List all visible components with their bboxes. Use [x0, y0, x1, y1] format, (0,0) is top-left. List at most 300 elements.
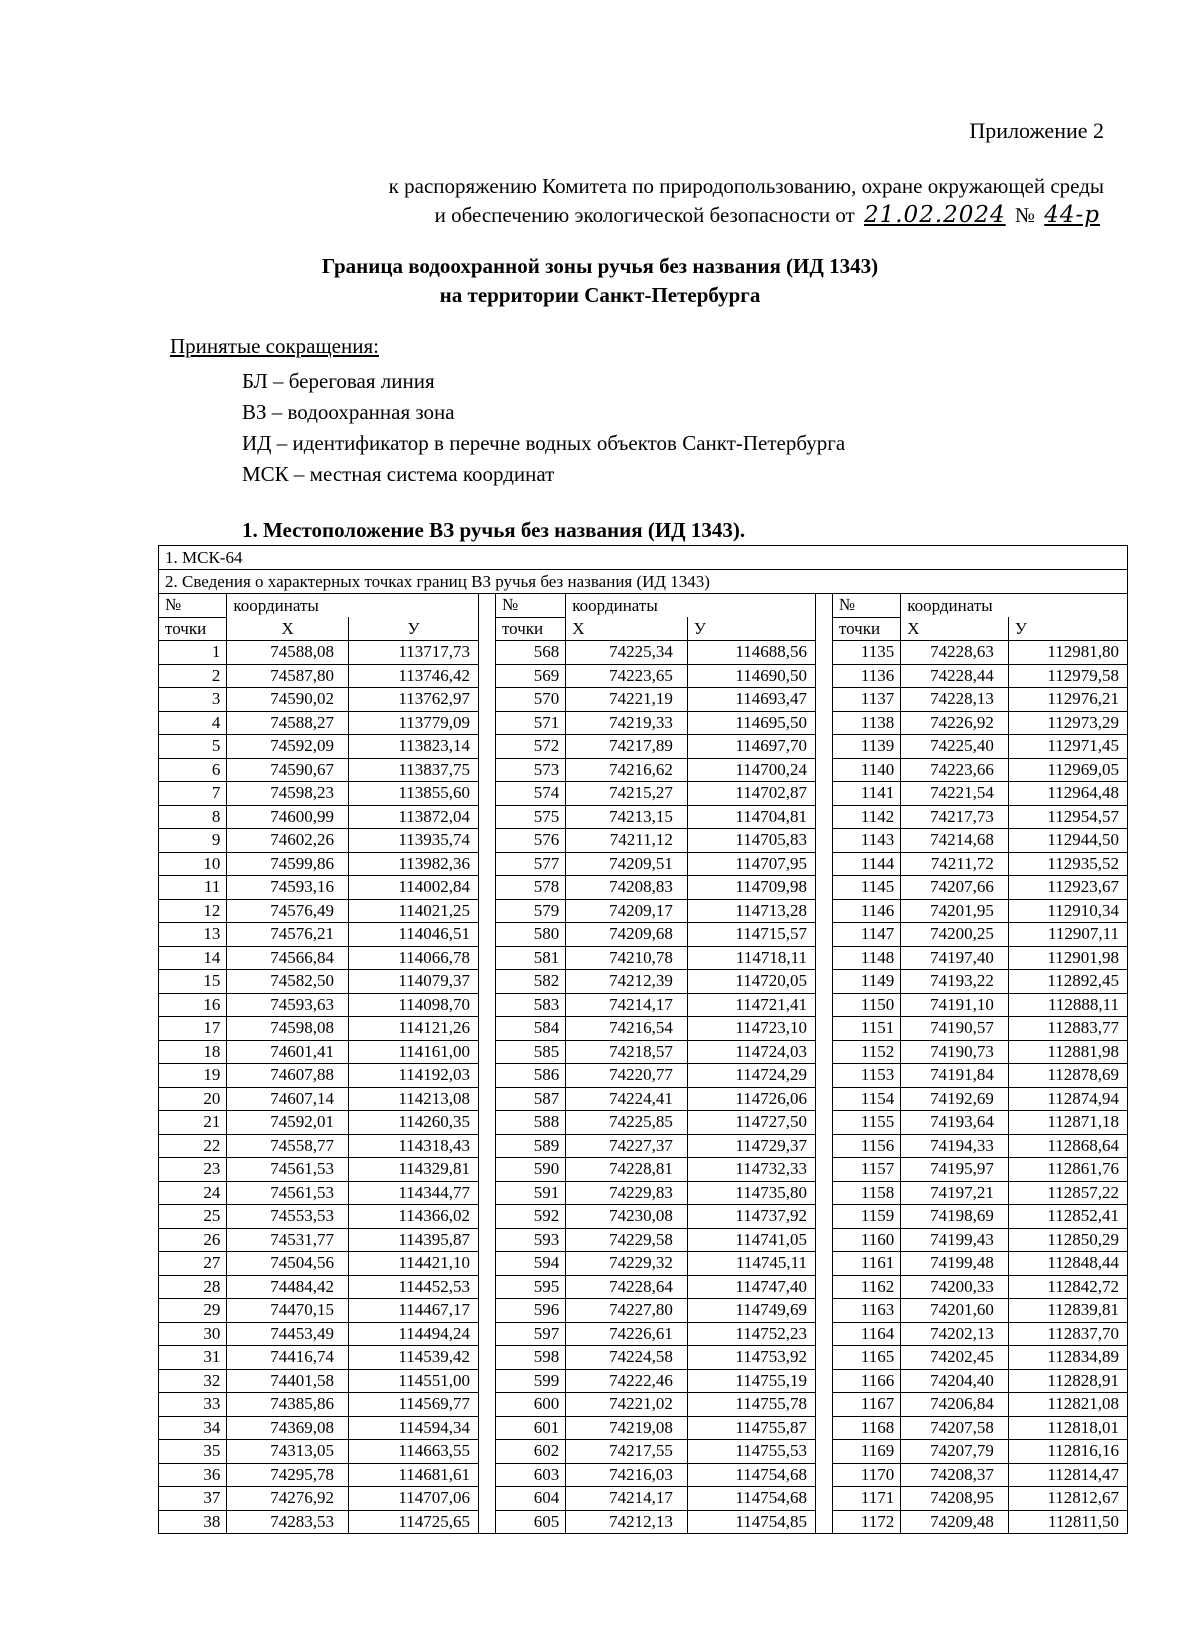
x-coordinate: 74593,63: [227, 993, 349, 1017]
table-row: [159, 899, 478, 923]
point-number: 1156: [833, 1134, 901, 1158]
x-coordinate: 74191,10: [901, 993, 1009, 1017]
section-title: 1. Местоположение ВЗ ручья без названия (ИД 1343).: [242, 518, 746, 542]
point-number: 591: [496, 1181, 566, 1205]
head-x: Х: [227, 617, 349, 641]
table-row: [496, 1440, 815, 1464]
x-coordinate: 74200,33: [901, 1275, 1009, 1299]
x-coordinate: 74598,23: [227, 782, 349, 806]
y-coordinate: 112818,01: [1008, 1416, 1127, 1440]
y-coordinate: 114752,23: [687, 1322, 815, 1346]
y-coordinate: 114715,57: [687, 923, 815, 947]
x-coordinate: 74470,15: [227, 1299, 349, 1323]
point-number: 1151: [833, 1017, 901, 1041]
title-line-2: на территории Санкт-Петербурга: [439, 283, 761, 307]
point-number: 1158: [833, 1181, 901, 1205]
abbreviation-item: МСК – местная система координат: [242, 462, 555, 486]
x-coordinate: 74588,08: [227, 641, 349, 665]
y-coordinate: 114723,10: [687, 1017, 815, 1041]
table-row: [496, 1087, 815, 1111]
point-number: 8: [159, 805, 227, 829]
x-coordinate: 74193,64: [901, 1111, 1009, 1135]
point-number: 1171: [833, 1487, 901, 1511]
table-row: [159, 1064, 478, 1088]
x-coordinate: 74190,57: [901, 1017, 1009, 1041]
table-row: [496, 1322, 815, 1346]
table-row: [496, 1064, 815, 1088]
table-row: [833, 852, 1127, 876]
table-row: [833, 946, 1127, 970]
x-coordinate: 74553,53: [227, 1205, 349, 1229]
point-number: 1160: [833, 1228, 901, 1252]
table-row: [496, 1040, 815, 1064]
y-coordinate: 112901,98: [1008, 946, 1127, 970]
x-coordinate: 74504,56: [227, 1252, 349, 1276]
x-coordinate: 74211,72: [901, 852, 1009, 876]
point-number: 592: [496, 1205, 566, 1229]
point-number: 1141: [833, 782, 901, 806]
x-coordinate: 74199,48: [901, 1252, 1009, 1276]
x-coordinate: 74200,25: [901, 923, 1009, 947]
x-coordinate: 74230,08: [566, 1205, 688, 1229]
x-coordinate: 74214,17: [566, 1487, 688, 1511]
y-coordinate: 112976,21: [1008, 688, 1127, 712]
x-coordinate: 74199,43: [901, 1228, 1009, 1252]
y-coordinate: 112857,22: [1008, 1181, 1127, 1205]
table-row: [833, 805, 1127, 829]
x-coordinate: 74225,40: [901, 735, 1009, 759]
point-number: 1154: [833, 1087, 901, 1111]
table-row: [833, 876, 1127, 900]
table-row: [496, 1205, 815, 1229]
table-row: [833, 1158, 1127, 1182]
y-coordinate: 112816,16: [1008, 1440, 1127, 1464]
y-coordinate: 114741,05: [687, 1228, 815, 1252]
order-line-2-text: и обеспечению экологической безопасности от: [434, 203, 855, 227]
table-row: [159, 1440, 478, 1464]
x-coordinate: 74221,02: [566, 1393, 688, 1417]
y-coordinate: 114192,03: [348, 1064, 478, 1088]
point-number: 1138: [833, 711, 901, 735]
point-number: 1140: [833, 758, 901, 782]
y-coordinate: 114046,51: [348, 923, 478, 947]
x-coordinate: 74592,09: [227, 735, 349, 759]
point-number: 573: [496, 758, 566, 782]
table-row: [833, 711, 1127, 735]
x-coordinate: 74211,12: [566, 829, 688, 853]
y-coordinate: 114681,61: [348, 1463, 478, 1487]
table-row: [159, 993, 478, 1017]
y-coordinate: 112821,08: [1008, 1393, 1127, 1417]
y-coordinate: 114002,84: [348, 876, 478, 900]
y-coordinate: 112971,45: [1008, 735, 1127, 759]
x-coordinate: 74204,40: [901, 1369, 1009, 1393]
y-coordinate: 114690,50: [687, 664, 815, 688]
table-row: [833, 970, 1127, 994]
table-row: [496, 1134, 815, 1158]
point-number: 574: [496, 782, 566, 806]
table-row: [496, 664, 815, 688]
y-coordinate: 114467,17: [348, 1299, 478, 1323]
point-number: 579: [496, 899, 566, 923]
point-number: 1166: [833, 1369, 901, 1393]
table-row: [496, 1299, 815, 1323]
table-row: [496, 1228, 815, 1252]
y-coordinate: 113717,73: [348, 641, 478, 665]
y-coordinate: 112907,11: [1008, 923, 1127, 947]
x-coordinate: 74217,89: [566, 735, 688, 759]
point-number: 1135: [833, 641, 901, 665]
x-coordinate: 74220,77: [566, 1064, 688, 1088]
y-coordinate: 114098,70: [348, 993, 478, 1017]
table-row: [159, 1205, 478, 1229]
y-coordinate: 112979,58: [1008, 664, 1127, 688]
x-coordinate: 74197,40: [901, 946, 1009, 970]
x-coordinate: 74225,34: [566, 641, 688, 665]
y-coordinate: 114721,41: [687, 993, 815, 1017]
y-coordinate: 114395,87: [348, 1228, 478, 1252]
table-row: [159, 758, 478, 782]
table-row: [833, 1064, 1127, 1088]
order-number-label: №: [1014, 203, 1035, 227]
head-coords: координаты: [572, 595, 658, 615]
point-number: 601: [496, 1416, 566, 1440]
point-number: 1163: [833, 1299, 901, 1323]
point-number: 1169: [833, 1440, 901, 1464]
y-coordinate: 114421,10: [348, 1252, 478, 1276]
point-number: 1144: [833, 852, 901, 876]
table-row: [159, 923, 478, 947]
table-row: [159, 1111, 478, 1135]
y-coordinate: 114161,00: [348, 1040, 478, 1064]
table-row: [833, 1275, 1127, 1299]
x-coordinate: 74228,13: [901, 688, 1009, 712]
y-coordinate: 112811,50: [1047, 1511, 1119, 1531]
y-coordinate: 114747,40: [687, 1275, 815, 1299]
y-coordinate: 112910,34: [1008, 899, 1127, 923]
point-number: 584: [496, 1017, 566, 1041]
x-coordinate: 74207,79: [901, 1440, 1009, 1464]
point-number: 29: [159, 1299, 227, 1323]
table-row: [833, 641, 1127, 665]
y-coordinate: 114213,08: [348, 1087, 478, 1111]
y-coordinate: 114707,95: [687, 852, 815, 876]
x-coordinate: 74385,86: [227, 1393, 349, 1417]
x-coordinate: 74209,51: [566, 852, 688, 876]
y-coordinate: 112964,48: [1008, 782, 1127, 806]
y-coordinate: 112969,05: [1008, 758, 1127, 782]
point-number: 1146: [833, 899, 901, 923]
x-coordinate: 74228,44: [901, 664, 1009, 688]
x-coordinate: 74223,66: [901, 758, 1009, 782]
x-coordinate: 74566,84: [227, 946, 349, 970]
table-row: [496, 993, 815, 1017]
table-row: [496, 1369, 815, 1393]
abbreviation-item: ВЗ – водоохранная зона: [242, 400, 455, 424]
y-coordinate: 113855,60: [348, 782, 478, 806]
x-coordinate: 74601,41: [227, 1040, 349, 1064]
y-coordinate: 114539,42: [348, 1346, 478, 1370]
x-coordinate: 74295,78: [227, 1463, 349, 1487]
point-number: 595: [496, 1275, 566, 1299]
column-gap: [478, 594, 496, 1533]
table-system-row: 1. МСК-64: [159, 546, 1127, 570]
y-coordinate: 114066,78: [348, 946, 478, 970]
point-number: 1161: [833, 1252, 901, 1276]
point-number: 35: [159, 1440, 227, 1464]
x-coordinate: 74531,77: [227, 1228, 349, 1252]
y-coordinate: 114755,19: [687, 1369, 815, 1393]
point-number: 1170: [833, 1463, 901, 1487]
point-number: 580: [496, 923, 566, 947]
x-coordinate: 74191,84: [901, 1064, 1009, 1088]
x-coordinate: 74229,58: [566, 1228, 688, 1252]
table-row: [159, 1463, 478, 1487]
x-coordinate: 74600,99: [227, 805, 349, 829]
table-row: [159, 641, 478, 665]
table-row: [833, 1369, 1127, 1393]
x-coordinate: 74576,21: [227, 923, 349, 947]
x-coordinate: 74202,13: [901, 1322, 1009, 1346]
table-row: [496, 641, 815, 665]
y-coordinate: 114318,43: [348, 1134, 478, 1158]
table-row: [833, 1346, 1127, 1370]
y-coordinate: 114753,92: [687, 1346, 815, 1370]
y-coordinate: 114329,81: [348, 1158, 478, 1182]
x-coordinate: 74195,97: [901, 1158, 1009, 1182]
x-coordinate: 74587,80: [227, 664, 349, 688]
x-coordinate: 74223,65: [566, 664, 688, 688]
x-coordinate: 74192,69: [901, 1087, 1009, 1111]
table-row: [496, 805, 815, 829]
x-coordinate: 74193,22: [901, 970, 1009, 994]
table-row: [159, 1040, 478, 1064]
table-row: [496, 1393, 815, 1417]
y-coordinate: 113837,75: [348, 758, 478, 782]
y-coordinate: 114755,78: [687, 1393, 815, 1417]
table-row: [159, 1299, 478, 1323]
y-coordinate: 112839,81: [1008, 1299, 1127, 1323]
y-coordinate: 114724,29: [687, 1064, 815, 1088]
point-number: 1162: [833, 1275, 901, 1299]
y-coordinate: 112814,47: [1008, 1463, 1127, 1487]
y-coordinate: 112868,64: [1008, 1134, 1127, 1158]
x-coordinate: 74226,61: [566, 1322, 688, 1346]
x-coordinate: 74194,33: [901, 1134, 1009, 1158]
table-row: [159, 1369, 478, 1393]
point-number: 32: [159, 1369, 227, 1393]
y-coordinate: 112892,45: [1008, 970, 1127, 994]
table-row: [833, 899, 1127, 923]
point-number: 1155: [833, 1111, 901, 1135]
x-coordinate: 74602,26: [227, 829, 349, 853]
table-row: [833, 1087, 1127, 1111]
head-y: У: [348, 617, 478, 641]
point-number: 27: [159, 1252, 227, 1276]
x-coordinate: 74208,37: [901, 1463, 1009, 1487]
point-number: 11: [159, 876, 227, 900]
point-number: 1165: [833, 1346, 901, 1370]
y-coordinate: 112981,80: [1008, 641, 1127, 665]
table-row: [159, 946, 478, 970]
head-x: Х: [566, 617, 688, 641]
table-row: [159, 711, 478, 735]
head-coords: координаты: [907, 595, 993, 615]
table-row: [833, 1017, 1127, 1041]
point-number: 1150: [833, 993, 901, 1017]
y-coordinate: 114755,53: [687, 1440, 815, 1464]
point-number: 18: [159, 1040, 227, 1064]
x-coordinate: 74228,63: [901, 641, 1009, 665]
point-number: 3: [159, 688, 227, 712]
point-number: 576: [496, 829, 566, 853]
point-number: 578: [496, 876, 566, 900]
x-coordinate: 74207,66: [901, 876, 1009, 900]
title-line-1: Граница водоохранной зоны ручья без названия (ИД 1343): [321, 254, 879, 278]
point-number: 603: [496, 1463, 566, 1487]
y-coordinate: 114452,53: [348, 1275, 478, 1299]
x-coordinate: 74276,92: [227, 1487, 349, 1511]
y-coordinate: 114695,50: [687, 711, 815, 735]
table-row: [833, 1252, 1127, 1276]
y-coordinate: 114737,92: [687, 1205, 815, 1229]
point-number: 1157: [833, 1158, 901, 1182]
point-number: 1152: [833, 1040, 901, 1064]
point-number: 569: [496, 664, 566, 688]
table-row: [159, 1181, 478, 1205]
point-number: 568: [496, 641, 566, 665]
point-number: 1136: [833, 664, 901, 688]
y-coordinate: 112883,77: [1008, 1017, 1127, 1041]
table-row: [496, 852, 815, 876]
document-title: [0, 252, 1200, 310]
point-number: 13: [159, 923, 227, 947]
y-coordinate: 112828,91: [1008, 1369, 1127, 1393]
y-coordinate: 114720,05: [687, 970, 815, 994]
x-coordinate: 74225,85: [566, 1111, 688, 1135]
y-coordinate: 114700,24: [687, 758, 815, 782]
table-row: [159, 1393, 478, 1417]
x-coordinate: 74227,37: [566, 1134, 688, 1158]
table-row: [159, 970, 478, 994]
table-row: [496, 829, 815, 853]
y-coordinate: 114569,77: [348, 1393, 478, 1417]
x-coordinate: 74593,16: [227, 876, 349, 900]
x-coordinate: 74216,62: [566, 758, 688, 782]
point-number: 570: [496, 688, 566, 712]
table-row: [496, 1463, 815, 1487]
x-coordinate: 74208,83: [566, 876, 688, 900]
point-number: 590: [496, 1158, 566, 1182]
point-number: 594: [496, 1252, 566, 1276]
head-y: У: [1008, 617, 1127, 641]
order-reference: [204, 172, 1104, 230]
table-row: [496, 1158, 815, 1182]
table-row: [833, 664, 1127, 688]
x-coordinate: 74198,69: [901, 1205, 1009, 1229]
x-coordinate: 74599,86: [227, 852, 349, 876]
x-coordinate: 74228,64: [566, 1275, 688, 1299]
x-coordinate: 74224,41: [566, 1087, 688, 1111]
x-coordinate: 74226,92: [901, 711, 1009, 735]
head-point: точки: [833, 617, 901, 641]
x-coordinate: 74197,21: [901, 1181, 1009, 1205]
head-no: №: [496, 594, 566, 617]
table-row: [833, 1181, 1127, 1205]
point-number: 582: [496, 970, 566, 994]
x-coordinate: 74598,08: [227, 1017, 349, 1041]
table-row: [159, 1487, 478, 1511]
y-coordinate: 114121,26: [348, 1017, 478, 1041]
y-coordinate: 113935,74: [348, 829, 478, 853]
x-coordinate: 74221,19: [566, 688, 688, 712]
y-coordinate: 112861,76: [1008, 1158, 1127, 1182]
y-coordinate: 114260,35: [348, 1111, 478, 1135]
x-coordinate: 74607,88: [227, 1064, 349, 1088]
point-number: 588: [496, 1111, 566, 1135]
x-coordinate: 74190,73: [901, 1040, 1009, 1064]
coord-block-3: [833, 594, 1127, 1533]
y-coordinate: 113823,14: [348, 735, 478, 759]
point-number: 31: [159, 1346, 227, 1370]
head-y: У: [687, 617, 815, 641]
x-coordinate: 74453,49: [227, 1322, 349, 1346]
head-point: точки: [159, 617, 227, 641]
table-row: [833, 1322, 1127, 1346]
point-number: 1168: [833, 1416, 901, 1440]
table-row: [159, 782, 478, 806]
x-coordinate: 74206,84: [901, 1393, 1009, 1417]
table-row: [496, 923, 815, 947]
point-number: 605: [496, 1510, 566, 1533]
y-coordinate: 112871,18: [1008, 1111, 1127, 1135]
point-number: 1148: [833, 946, 901, 970]
point-number: 5: [159, 735, 227, 759]
point-number: 572: [496, 735, 566, 759]
point-number: 596: [496, 1299, 566, 1323]
point-number: 1159: [833, 1205, 901, 1229]
table-row: [159, 1416, 478, 1440]
y-coordinate: 114725,65: [398, 1511, 470, 1531]
x-coordinate: 74582,50: [227, 970, 349, 994]
point-number: 587: [496, 1087, 566, 1111]
x-coordinate: 74484,42: [227, 1275, 349, 1299]
table-row: [159, 664, 478, 688]
point-number: 1149: [833, 970, 901, 994]
y-coordinate: 114079,37: [348, 970, 478, 994]
table-row: [833, 1299, 1127, 1323]
head-no: №: [833, 594, 901, 617]
x-coordinate: 74369,08: [227, 1416, 349, 1440]
x-coordinate: 74401,58: [227, 1369, 349, 1393]
point-number: 589: [496, 1134, 566, 1158]
y-coordinate: 112878,69: [1008, 1064, 1127, 1088]
table-row: [833, 1510, 1127, 1533]
table-row: [833, 1440, 1127, 1464]
point-number: 1167: [833, 1393, 901, 1417]
y-coordinate: 112973,29: [1008, 711, 1127, 735]
x-coordinate: 74590,67: [227, 758, 349, 782]
x-coordinate: 74561,53: [227, 1181, 349, 1205]
point-number: 34: [159, 1416, 227, 1440]
point-number: 2: [159, 664, 227, 688]
x-coordinate: 74201,95: [901, 899, 1009, 923]
table-row: [833, 688, 1127, 712]
x-coordinate: 74209,48: [901, 1510, 1009, 1533]
point-number: 599: [496, 1369, 566, 1393]
y-coordinate: 112944,50: [1008, 829, 1127, 853]
y-coordinate: 113746,42: [348, 664, 478, 688]
